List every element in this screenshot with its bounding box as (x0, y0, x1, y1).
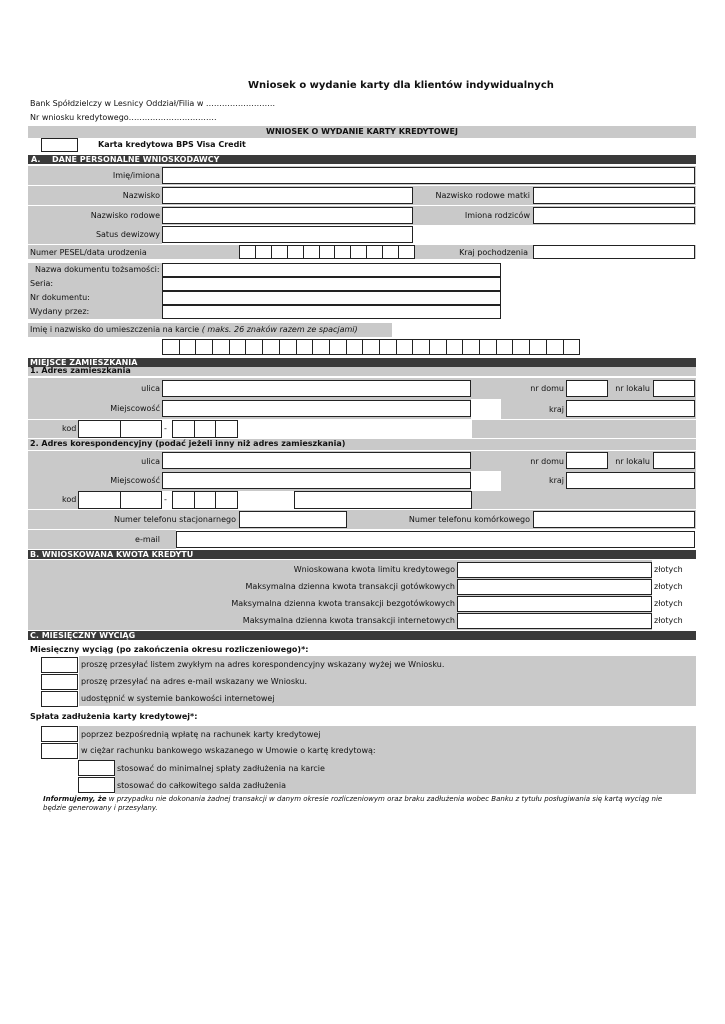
repayment-sub-2-checkbox[interactable] (78, 777, 115, 793)
issued-by-label: Wydany przez: (30, 307, 90, 316)
doc-number-field[interactable] (162, 291, 501, 305)
first-names-field[interactable] (162, 167, 695, 184)
repayment-option-1-checkbox[interactable] (41, 726, 78, 742)
repayment-option-2-checkbox[interactable] (41, 743, 78, 759)
info-note-bold: Informujemy, że (43, 795, 107, 803)
name-on-card-label: Imię i nazwisko do umieszczenia na karcie (30, 325, 202, 334)
landline-label: Numer telefonu stacjonarnego (113, 515, 236, 524)
bank-branch-line: Bank Spółdzielczy w Lesnicy Oddział/Filia w …………………….. (30, 99, 275, 108)
statement-option-1-checkbox[interactable] (41, 657, 78, 673)
name-on-card-field[interactable] (162, 339, 580, 355)
id-doc-name-field[interactable] (162, 263, 501, 277)
email-label: e-mail (135, 535, 160, 544)
address1-header (28, 367, 696, 376)
statement-option-2-checkbox[interactable] (41, 674, 78, 690)
credit-limit-field[interactable] (457, 562, 652, 578)
addr2-flat-no-label: nr lokalu (615, 457, 650, 466)
addr1-postcode-part2[interactable] (172, 420, 238, 438)
addr2-postcode-part1[interactable] (78, 491, 162, 509)
mobile-field[interactable] (533, 511, 695, 528)
addr1-street-label: ulica (141, 384, 160, 393)
currency-status-field[interactable] (162, 226, 413, 243)
currency-status-label: Satus dewizowy (95, 230, 160, 239)
doc-number-label: Nr dokumentu: (30, 293, 90, 302)
cash-limit-unit: złotych (654, 582, 683, 591)
credit-limit-unit: złotych (654, 565, 683, 574)
id-doc-name-label: Nazwa dokumentu tożsamości: (35, 265, 160, 274)
statement-option-1-label: proszę przesyłać listem zwykłym na adres korespondencyjny wskazany wyżej we Wniosku. (81, 660, 445, 669)
addr2-house-no-field[interactable] (566, 452, 608, 469)
parents-names-field[interactable] (533, 207, 695, 224)
addr2-postcode-label: kod (62, 495, 77, 504)
repayment-sub-1-label: stosować do minimalnej spłaty zadłużenia na karcie (117, 764, 325, 773)
internet-limit-label: Maksymalna dzienna kwota transakcji internetowych (242, 616, 455, 625)
first-names-label: Imię/imiona (112, 171, 160, 180)
addr2-city-field[interactable] (162, 472, 471, 489)
form-title: WNIOSEK O WYDANIE KARTY KREDYTOWEJ (266, 127, 458, 136)
name-on-card-note: ( maks. 26 znaków razem ze spacjami) (201, 325, 358, 334)
section-c-header (28, 631, 696, 640)
internet-limit-field[interactable] (457, 613, 652, 629)
page-title: Wniosek o wydanie karty dla klientów indywidualnych (248, 80, 554, 91)
mother-maiden-label: Nazwisko rodowe matki (435, 191, 530, 200)
application-number-line: Nr wniosku kredytowego…………………………… (30, 113, 217, 122)
residence-title: MIEJSCE ZAMIESZKANIA (30, 358, 138, 367)
address2-header (28, 439, 696, 450)
email-field[interactable] (176, 531, 695, 548)
addr1-postcode-label: kod (62, 424, 77, 433)
addr1-street-field[interactable] (162, 380, 471, 397)
addr2-street-label: ulica (141, 457, 160, 466)
statement-option-3-label: udostępnić w systemie bankowości internetowej (81, 694, 275, 703)
name-on-card-label-bar (28, 323, 392, 337)
statement-question: Miesięczny wyciąg (po zakończenia okresu rozliczeniowego)*: (30, 645, 309, 654)
series-field[interactable] (162, 277, 501, 291)
repayment-sub-2-label: stosować do całkowitego salda zadłużenia (117, 781, 286, 790)
country-origin-label: Kraj pochodzenia (459, 248, 528, 257)
landline-field[interactable] (239, 511, 347, 528)
addr1-postcode-dash: - (164, 424, 167, 433)
repayment-question: Spłata zadłużenia karty kredytowej*: (30, 712, 198, 721)
cashless-limit-label: Maksymalna dzienna kwota transakcji bezgotówkowych (231, 599, 455, 608)
info-note (43, 795, 683, 813)
surname-label: Nazwisko (122, 191, 160, 200)
addr2-street-field[interactable] (162, 452, 471, 469)
section-a-header (28, 155, 696, 164)
repayment-option-2-label: w ciężar rachunku bankowego wskazanego w Umowie o kartę kredytową: (81, 746, 376, 755)
card-type-checkbox[interactable] (41, 138, 78, 152)
section-a-title: DANE PERSONALNE WNIOSKODAWCY (52, 155, 220, 164)
address1-title: 1. Adres zamieszkania (30, 366, 131, 375)
addr1-house-no-field[interactable] (566, 380, 608, 397)
addr1-country-label: kraj (548, 405, 564, 414)
addr2-country-field[interactable] (566, 472, 695, 489)
addr2-house-no-label: nr domu (530, 457, 564, 466)
addr1-flat-no-field[interactable] (653, 380, 695, 397)
family-name-label: Nazwisko rodowe (90, 211, 160, 220)
pesel-label: Numer PESEL/data urodzenia (30, 248, 147, 257)
repayment-option-1-label: poprzez bezpośrednią wpłatę na rachunek karty kredytowej (81, 730, 321, 739)
addr1-city-field[interactable] (162, 400, 471, 417)
addr1-postcode-part1[interactable] (78, 420, 162, 438)
addr1-flat-no-label: nr lokalu (615, 384, 650, 393)
addr2-postcode-part2[interactable] (172, 491, 238, 509)
repayment-sub-1-checkbox[interactable] (78, 760, 115, 776)
series-label: Seria: (30, 279, 54, 288)
mother-maiden-field[interactable] (533, 187, 695, 204)
pesel-field[interactable] (239, 245, 415, 259)
addr2-postcode-extra-field[interactable] (294, 491, 472, 509)
addr2-postcode-dash: - (164, 495, 167, 504)
statement-option-2-label: proszę przesyłać na adres e-mail wskazany we Wniosku. (81, 677, 307, 686)
cash-limit-label: Maksymalna dzienna kwota transakcji gotówkowych (245, 582, 455, 591)
parents-names-label: Imiona rodziców (464, 211, 530, 220)
section-c-title: C. MIESIĘCZNY WYCIĄG (30, 631, 136, 640)
form-title-bar (28, 126, 696, 138)
address2-title: 2. Adres korespondencyjny (podać jeżeli inny niż adres zamieszkania) (30, 439, 346, 448)
addr2-country-label: kraj (548, 476, 564, 485)
addr1-country-field[interactable] (566, 400, 695, 417)
cash-limit-field[interactable] (457, 579, 652, 595)
addr2-flat-no-field[interactable] (653, 452, 695, 469)
surname-field[interactable] (162, 187, 413, 204)
info-note-text: w przypadku nie dokonania żadnej transakcji w danym okresie rozliczeniowym oraz braku zadłużenia wobec Banku z tytułu posługiwania się kartą wyciąg nie będzie generowany i przesyłany. (43, 795, 663, 812)
family-name-field[interactable] (162, 207, 413, 224)
cashless-limit-field[interactable] (457, 596, 652, 612)
addr1-city-label: Miejscowość (110, 404, 160, 413)
issued-by-field[interactable] (162, 305, 501, 319)
internet-limit-unit: złotych (654, 616, 683, 625)
mobile-label: Numer telefonu komórkowego (408, 515, 530, 524)
statement-option-3-checkbox[interactable] (41, 691, 78, 707)
cashless-limit-unit: złotych (654, 599, 683, 608)
addr2-city-label: Miejscowość (110, 476, 160, 485)
addr1-house-no-label: nr domu (530, 384, 564, 393)
card-type-label: Karta kredytowa BPS Visa Credit (98, 140, 246, 149)
section-b-header (28, 550, 696, 559)
credit-limit-label: Wnioskowana kwota limitu kredytowego (293, 565, 455, 574)
section-a-letter: A. (31, 155, 41, 164)
country-origin-field[interactable] (533, 245, 695, 259)
section-b-title: B. WNIOSKOWANA KWOTA KREDYTU (30, 550, 194, 559)
